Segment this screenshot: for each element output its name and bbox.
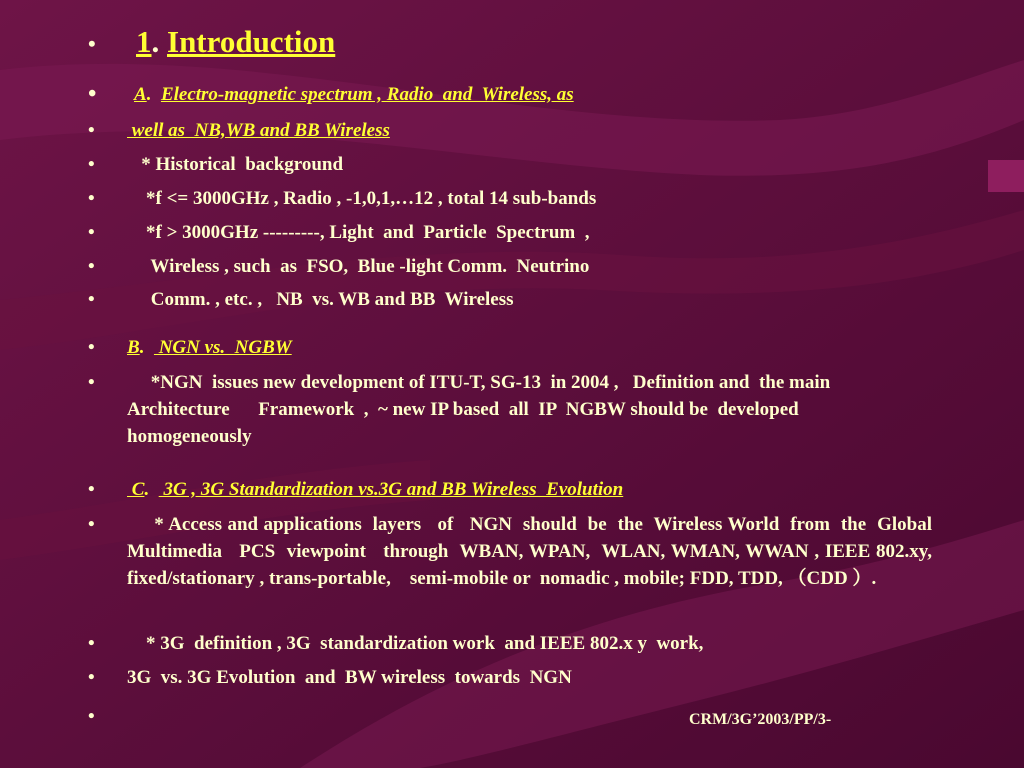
section-a-heading xyxy=(134,81,574,108)
section-b-title: NGN vs. NGBW xyxy=(153,337,292,358)
bullet: • xyxy=(88,514,95,535)
section-c-heading xyxy=(127,476,623,503)
section-a-dot: . xyxy=(146,84,152,105)
section-b-heading xyxy=(127,334,292,361)
bullet: • xyxy=(88,372,95,393)
bullet: • xyxy=(88,222,95,243)
title-number: 1 xyxy=(136,24,152,59)
section-c-item: 3G vs. 3G Evolution and BW wireless towards NGN xyxy=(127,667,572,688)
bullet: • xyxy=(88,479,95,500)
bullet: • xyxy=(88,120,95,141)
section-b-dot: . xyxy=(139,337,145,358)
bullet: • xyxy=(88,31,96,56)
section-a-title-line2: well as NB,WB and BB Wireless xyxy=(127,120,390,141)
section-a-letter: A xyxy=(134,84,147,105)
section-a-item: *f <= 3000GHz , Radio , -1,0,1,…12 , total 14 sub-bands xyxy=(127,188,597,209)
bullet: • xyxy=(88,256,95,277)
bullet: • xyxy=(88,289,95,310)
section-c-dot: . xyxy=(144,479,150,500)
section-a-heading-line2 xyxy=(127,117,390,144)
section-c-title: 3G , 3G Standardization vs.3G and BB Wireless Evolution xyxy=(158,479,624,500)
bullet: • xyxy=(88,337,95,358)
bullet: • xyxy=(88,706,95,727)
section-c-item: * 3G definition , 3G standardization work and IEEE 802.x y work, xyxy=(127,633,704,654)
section-a-item: *f > 3000GHz ---------, Light and Particle Spectrum , xyxy=(127,222,590,243)
footer-code: CRM/3G’2003/PP/3- xyxy=(689,711,832,728)
section-a-item: * Historical background xyxy=(127,154,344,175)
section-a-item: Comm. , etc. , NB vs. WB and BB Wireless xyxy=(127,289,514,310)
section-a-title: Electro-magnetic spectrum , Radio and Wireless, as xyxy=(160,84,574,105)
section-c-body: * Access and applications layers of NGN should be the Wireless World from the Global Multimedia PCS viewpoint through WBAN, WPAN, WLAN, WMAN, WWAN , IEEE 802.xy, fixed/stationary , trans-portable, semi-mobile or nomadic , mobile; FDD, TDD, （CDD ）. xyxy=(127,514,942,589)
section-b-body: *NGN issues new development of ITU-T, SG-13 in 2004 , Definition and the main Architecture Framework , ~ new IP based all IP NGBW should be developed homogeneously xyxy=(127,372,839,447)
section-a-item: Wireless , such as FSO, Blue -light Comm. Neutrino xyxy=(127,256,590,277)
bullet: • xyxy=(88,188,95,209)
bullet: • xyxy=(88,154,95,175)
section-b-letter: B xyxy=(127,337,140,358)
title-separator: . xyxy=(151,24,167,59)
title-text: Introduction xyxy=(167,24,336,59)
bullet: • xyxy=(88,81,97,107)
bullet: • xyxy=(88,667,95,688)
slide-title xyxy=(136,24,335,60)
section-c-letter: C xyxy=(127,479,145,500)
bullet: • xyxy=(88,633,95,654)
